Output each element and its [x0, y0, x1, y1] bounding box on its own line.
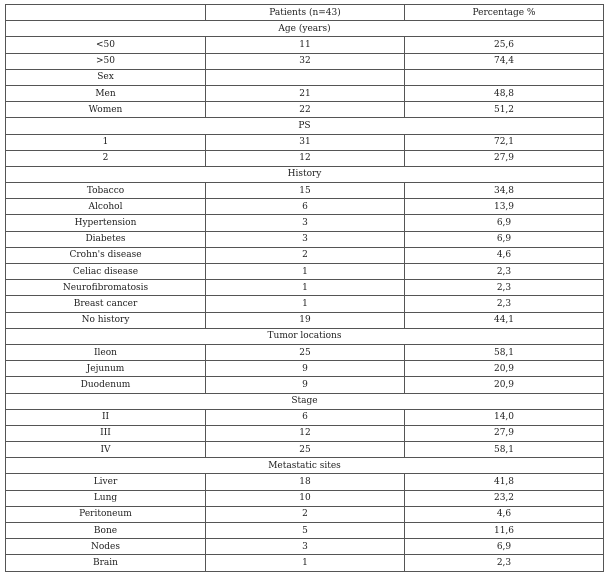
row-label-cell: Lung — [6, 490, 206, 506]
table-row — [6, 264, 604, 280]
empty-cell — [206, 69, 405, 85]
patients-cell: 22 — [206, 102, 405, 118]
header-patients-column: Patients (n=43) — [206, 5, 405, 21]
percentage-cell: 6,9 — [405, 215, 604, 231]
patients-cell: 5 — [206, 523, 405, 539]
table-row — [6, 344, 604, 360]
row-label-cell: Women — [6, 102, 206, 118]
percentage-cell: 6,9 — [405, 539, 604, 555]
table-row — [6, 442, 604, 458]
section-row — [6, 118, 604, 134]
table-row — [6, 199, 604, 215]
table-row — [6, 102, 604, 118]
section-row — [6, 328, 604, 344]
row-label-cell: 2 — [6, 150, 206, 166]
patients-cell: 1 — [206, 555, 405, 571]
percentage-cell: 27,9 — [405, 150, 604, 166]
patients-cell: 1 — [206, 296, 405, 312]
row-label-cell: Liver — [6, 474, 206, 490]
patients-cell: 1 — [206, 264, 405, 280]
row-label-cell: Diabetes — [6, 231, 206, 247]
row-label-cell: Men — [6, 85, 206, 101]
table-row — [6, 183, 604, 199]
patients-cell: 31 — [206, 134, 405, 150]
section-title: Metastatic sites — [6, 458, 604, 474]
empty-cell — [405, 69, 604, 85]
row-label-cell: III — [6, 425, 206, 441]
percentage-cell: 20,9 — [405, 377, 604, 393]
patients-cell: 2 — [206, 506, 405, 522]
patients-cell: 15 — [206, 183, 405, 199]
row-label-cell: Tobacco — [6, 183, 206, 199]
patients-cell: 12 — [206, 150, 405, 166]
patients-cell: 19 — [206, 312, 405, 328]
row-label-cell: 1 — [6, 134, 206, 150]
percentage-cell: 4,6 — [405, 247, 604, 263]
table-row — [6, 53, 604, 69]
row-label-cell: No history — [6, 312, 206, 328]
row-label-cell: Jejunum — [6, 361, 206, 377]
table-row — [6, 280, 604, 296]
row-label-cell: >50 — [6, 53, 206, 69]
patients-cell: 11 — [206, 37, 405, 53]
section-row — [6, 393, 604, 409]
percentage-cell: 27,9 — [405, 425, 604, 441]
percentage-cell: 44,1 — [405, 312, 604, 328]
row-label-cell: Alcohol — [6, 199, 206, 215]
percentage-cell: 2,3 — [405, 296, 604, 312]
percentage-cell: 34,8 — [405, 183, 604, 199]
table-row — [6, 312, 604, 328]
table-row — [6, 247, 604, 263]
percentage-cell: 48,8 — [405, 85, 604, 101]
percentage-cell: 51,2 — [405, 102, 604, 118]
table-row — [6, 134, 604, 150]
section-title: Stage — [6, 393, 604, 409]
table-row — [6, 377, 604, 393]
row-label-cell: IV — [6, 442, 206, 458]
patients-cell: 3 — [206, 539, 405, 555]
table-row — [6, 506, 604, 522]
section-row — [6, 166, 604, 182]
percentage-cell: 74,4 — [405, 53, 604, 69]
patients-cell: 1 — [206, 280, 405, 296]
percentage-cell: 58,1 — [405, 344, 604, 360]
header-label-column — [6, 5, 206, 21]
section-title: History — [6, 166, 604, 182]
row-label-cell: Nodes — [6, 539, 206, 555]
patients-cell: 25 — [206, 344, 405, 360]
table-row — [6, 555, 604, 571]
patients-cell: 32 — [206, 53, 405, 69]
row-label-cell: Celiac disease — [6, 264, 206, 280]
section-title: Age (years) — [6, 21, 604, 37]
percentage-cell: 2,3 — [405, 264, 604, 280]
table-row — [6, 361, 604, 377]
patients-cell: 25 — [206, 442, 405, 458]
row-label-cell: Bone — [6, 523, 206, 539]
row-label-cell: Hypertension — [6, 215, 206, 231]
row-label-cell: <50 — [6, 37, 206, 53]
patients-cell: 2 — [206, 247, 405, 263]
table-container — [5, 4, 604, 572]
table-body — [6, 21, 604, 571]
header-percentage-column: Percentage % — [405, 5, 604, 21]
row-label-cell: Crohn's disease — [6, 247, 206, 263]
row-label-cell: II — [6, 409, 206, 425]
table-row — [6, 296, 604, 312]
row-label-cell: Breast cancer — [6, 296, 206, 312]
row-label-cell: Neurofibromatosis — [6, 280, 206, 296]
table-row — [6, 409, 604, 425]
subsection-title: Sex — [6, 69, 206, 85]
header-row — [6, 5, 604, 21]
table-row — [6, 523, 604, 539]
patients-cell: 10 — [206, 490, 405, 506]
percentage-cell: 72,1 — [405, 134, 604, 150]
patients-cell: 18 — [206, 474, 405, 490]
patient-characteristics-table — [5, 4, 604, 572]
patients-cell: 21 — [206, 85, 405, 101]
percentage-cell: 11,6 — [405, 523, 604, 539]
patients-cell: 3 — [206, 215, 405, 231]
percentage-cell: 4,6 — [405, 506, 604, 522]
section-row — [6, 21, 604, 37]
patients-cell: 9 — [206, 361, 405, 377]
table-row — [6, 474, 604, 490]
patients-cell: 6 — [206, 409, 405, 425]
section-title: Tumor locations — [6, 328, 604, 344]
percentage-cell: 41,8 — [405, 474, 604, 490]
table-row — [6, 490, 604, 506]
percentage-cell: 23,2 — [405, 490, 604, 506]
table-row — [6, 150, 604, 166]
percentage-cell: 2,3 — [405, 280, 604, 296]
row-label-cell: Duodenum — [6, 377, 206, 393]
section-title: PS — [6, 118, 604, 134]
table-row — [6, 85, 604, 101]
patients-cell: 12 — [206, 425, 405, 441]
patients-cell: 9 — [206, 377, 405, 393]
table-row — [6, 37, 604, 53]
percentage-cell: 14,0 — [405, 409, 604, 425]
subsection-row — [6, 69, 604, 85]
section-row — [6, 458, 604, 474]
patients-cell: 6 — [206, 199, 405, 215]
percentage-cell: 25,6 — [405, 37, 604, 53]
percentage-cell: 20,9 — [405, 361, 604, 377]
table-row — [6, 425, 604, 441]
percentage-cell: 13,9 — [405, 199, 604, 215]
row-label-cell: Ileon — [6, 344, 206, 360]
table-row — [6, 215, 604, 231]
percentage-cell: 2,3 — [405, 555, 604, 571]
table-row — [6, 231, 604, 247]
percentage-cell: 58,1 — [405, 442, 604, 458]
table-row — [6, 539, 604, 555]
patients-cell: 3 — [206, 231, 405, 247]
percentage-cell: 6,9 — [405, 231, 604, 247]
row-label-cell: Brain — [6, 555, 206, 571]
row-label-cell: Peritoneum — [6, 506, 206, 522]
